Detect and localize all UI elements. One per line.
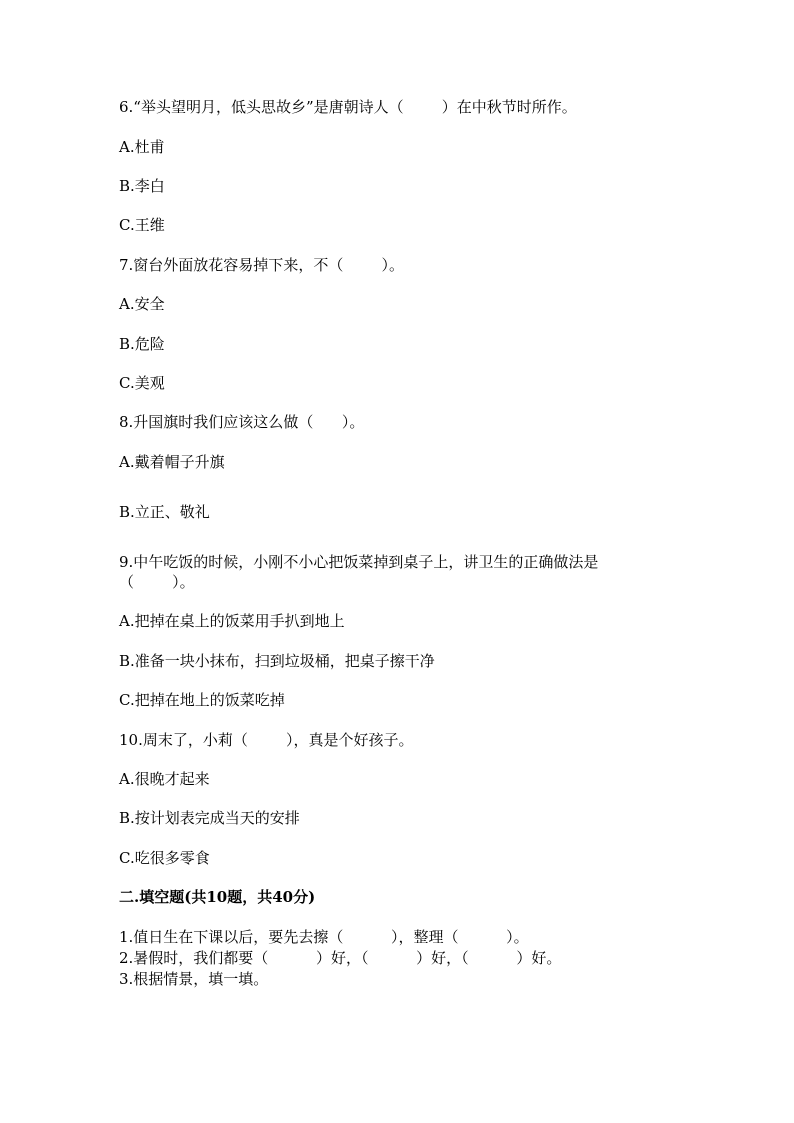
question-6-option-b: B.李白 <box>119 177 165 195</box>
question-9-option-a: A.把掉在桌上的饭菜用手扒到地上 <box>119 612 345 630</box>
question-9-option-b: B.准备一块小抹布，扫到垃圾桶，把桌子擦干净 <box>119 652 435 670</box>
question-9-option-c: C.把掉在地上的饭菜吃掉 <box>119 691 285 709</box>
question-6-option-a: A.杜甫 <box>119 138 165 156</box>
fill-question-1: 1.值日生在下课以后，要先去擦（ ），整理（ ）。 <box>119 928 529 946</box>
question-7-option-a: A.安全 <box>119 295 165 313</box>
question-7-option-c: C.美观 <box>119 374 165 392</box>
question-7-option-b: B.危险 <box>119 335 165 353</box>
question-10-stem: 10.周末了，小莉（ ），真是个好孩子。 <box>119 731 414 749</box>
question-9-stem-line1: 9.中午吃饭的时候，小刚不小心把饭菜掉到桌子上，讲卫生的正确做法是 <box>119 553 599 571</box>
question-8-option-a: A.戴着帽子升旗 <box>119 453 225 471</box>
fill-question-3: 3.根据情景，填一填。 <box>119 970 269 988</box>
question-10-option-a: A.很晚才起来 <box>119 770 210 788</box>
question-10-option-b: B.按计划表完成当天的安排 <box>119 809 300 827</box>
question-10-option-c: C.吃很多零食 <box>119 849 210 867</box>
question-9-stem-line2: （ ）。 <box>119 573 195 591</box>
question-6-stem: 6.“举头望明月，低头思故乡”是唐朝诗人（ ）在中秋节时所作。 <box>119 98 577 116</box>
section-2-title: 二.填空题(共10题，共40分) <box>119 888 316 906</box>
question-6-option-c: C.王维 <box>119 216 165 234</box>
question-8-option-b: B.立正、敬礼 <box>119 503 210 521</box>
question-7-stem: 7.窗台外面放花容易掉下来，不（ ）。 <box>119 256 404 274</box>
question-8-stem: 8.升国旗时我们应该这么做（ ）。 <box>119 413 365 431</box>
fill-question-2: 2.暑假时，我们都要（ ）好，（ ）好，（ ）好。 <box>119 949 562 967</box>
